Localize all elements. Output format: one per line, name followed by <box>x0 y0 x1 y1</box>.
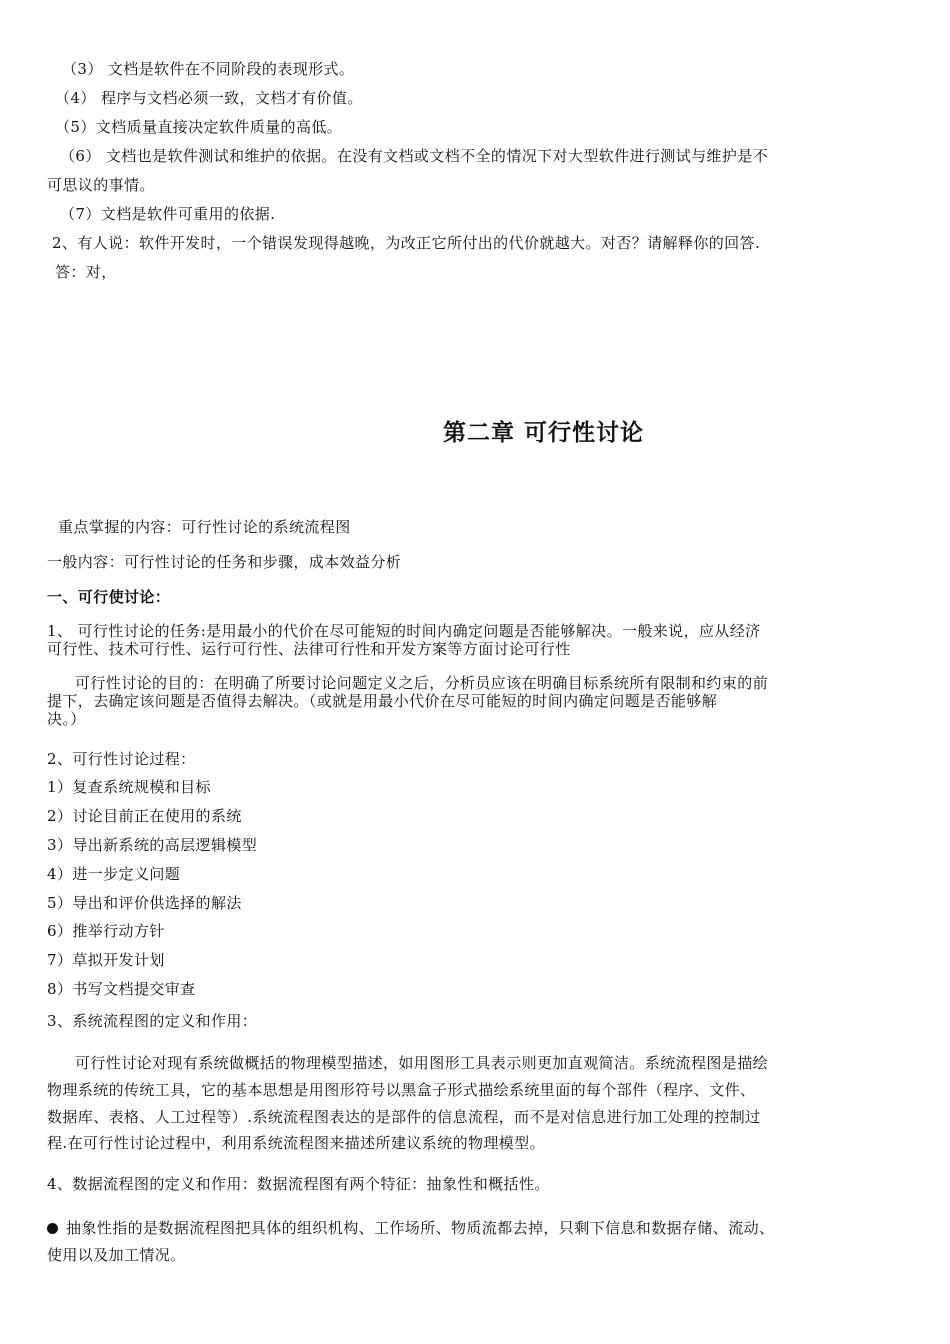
bullet-line2: 使用以及加工情况。 <box>47 1246 186 1264</box>
bullet-icon <box>47 1223 58 1234</box>
step-1: 1）复查系统规模和目标 <box>47 778 211 796</box>
step-8: 8）书写文档提交审查 <box>47 980 196 998</box>
question-2: 2、有人说：软件开发时，一个错误发现得越晚，为改正它所付出的代价就越大。对否？请解释你的回答. <box>52 234 761 252</box>
flowchart-para-line3: 数据库、表格、人工过程等）.系统流程图表达的是部件的信息流程，而不是对信息进行加工处理的控制过 <box>47 1108 761 1126</box>
item-5: （5）文档质量直接决定软件质量的高低。 <box>55 118 343 136</box>
section-1-heading: 一、可行使讨论： <box>47 588 171 606</box>
step-6: 6）推举行动方针 <box>47 922 165 940</box>
bullet-line1 <box>47 1216 774 1240</box>
item-6-line1: （6） 文档也是软件测试和维护的依据。在没有文档或文档不全的情况下对大型软件进行测试与维护是不 <box>60 147 769 165</box>
process-heading: 2、可行性讨论过程： <box>47 750 196 768</box>
task-line2: 可行性、技术可行性、运行可行性、法律可行性和开发方案等方面讨论可行性 <box>47 640 571 658</box>
purpose-line3: 决。） <box>47 710 86 728</box>
item-4: （4） 程序与文档必须一致，文档才有价值。 <box>55 89 363 107</box>
flowchart-para-line1: 可行性讨论对现有系统做概括的物理模型描述，如用图形工具表示则更加直观简洁。系统流程图是描绘 <box>75 1054 769 1072</box>
item-3: （3） 文档是软件在不同阶段的表现形式。 <box>62 60 355 78</box>
bullet-text: 抽象性指的是数据流程图把具体的组织机构、工作场所、物质流都去掉，只剩下信息和数据存储、流动、 <box>66 1219 775 1237</box>
purpose-line2: 提下，去确定该问题是否值得去解决。（或就是用最小代价在尽可能短的时间内确定问题是否能够解 <box>47 692 718 710</box>
step-4: 4）进一步定义问题 <box>47 865 181 883</box>
flowchart-para-line4: 程.在可行性讨论过程中，利用系统流程图来描述所建议系统的物理模型。 <box>47 1134 545 1152</box>
item-6-line2: 可思议的事情。 <box>47 176 155 194</box>
flowchart-heading: 3、系统流程图的定义和作用： <box>47 1012 258 1030</box>
chapter-title: 第二章 可行性讨论 <box>443 420 645 446</box>
step-7: 7）草拟开发计划 <box>47 951 165 969</box>
task-line1: 1、 可行性讨论的任务:是用最小的代价在尽可能短的时间内确定问题是否能够解决。一般来说，应从经济 <box>47 622 761 640</box>
step-5: 5）导出和评价供选择的解法 <box>47 894 242 912</box>
dfd-heading: 4、数据流程图的定义和作用：数据流程图有两个特征：抽象性和概括性。 <box>47 1175 550 1193</box>
step-2: 2）讨论目前正在使用的系统 <box>47 807 242 825</box>
flowchart-para-line2: 物理系统的传统工具，它的基本思想是用图形符号以黑盒子形式描绘系统里面的每个部件（程序、文件、 <box>47 1081 756 1099</box>
key-content: 重点掌握的内容：可行性讨论的系统流程图 <box>58 518 351 536</box>
answer: 答：对， <box>55 263 117 281</box>
step-3: 3）导出新系统的高层逻辑模型 <box>47 836 258 854</box>
general-content: 一般内容：可行性讨论的任务和步骤，成本效益分析 <box>47 553 402 571</box>
purpose-line1: 可行性讨论的目的：在明确了所要讨论问题定义之后，分析员应该在明确目标系统所有限制和约束的前 <box>75 674 769 692</box>
item-7: （7）文档是软件可重用的依据. <box>60 205 276 223</box>
